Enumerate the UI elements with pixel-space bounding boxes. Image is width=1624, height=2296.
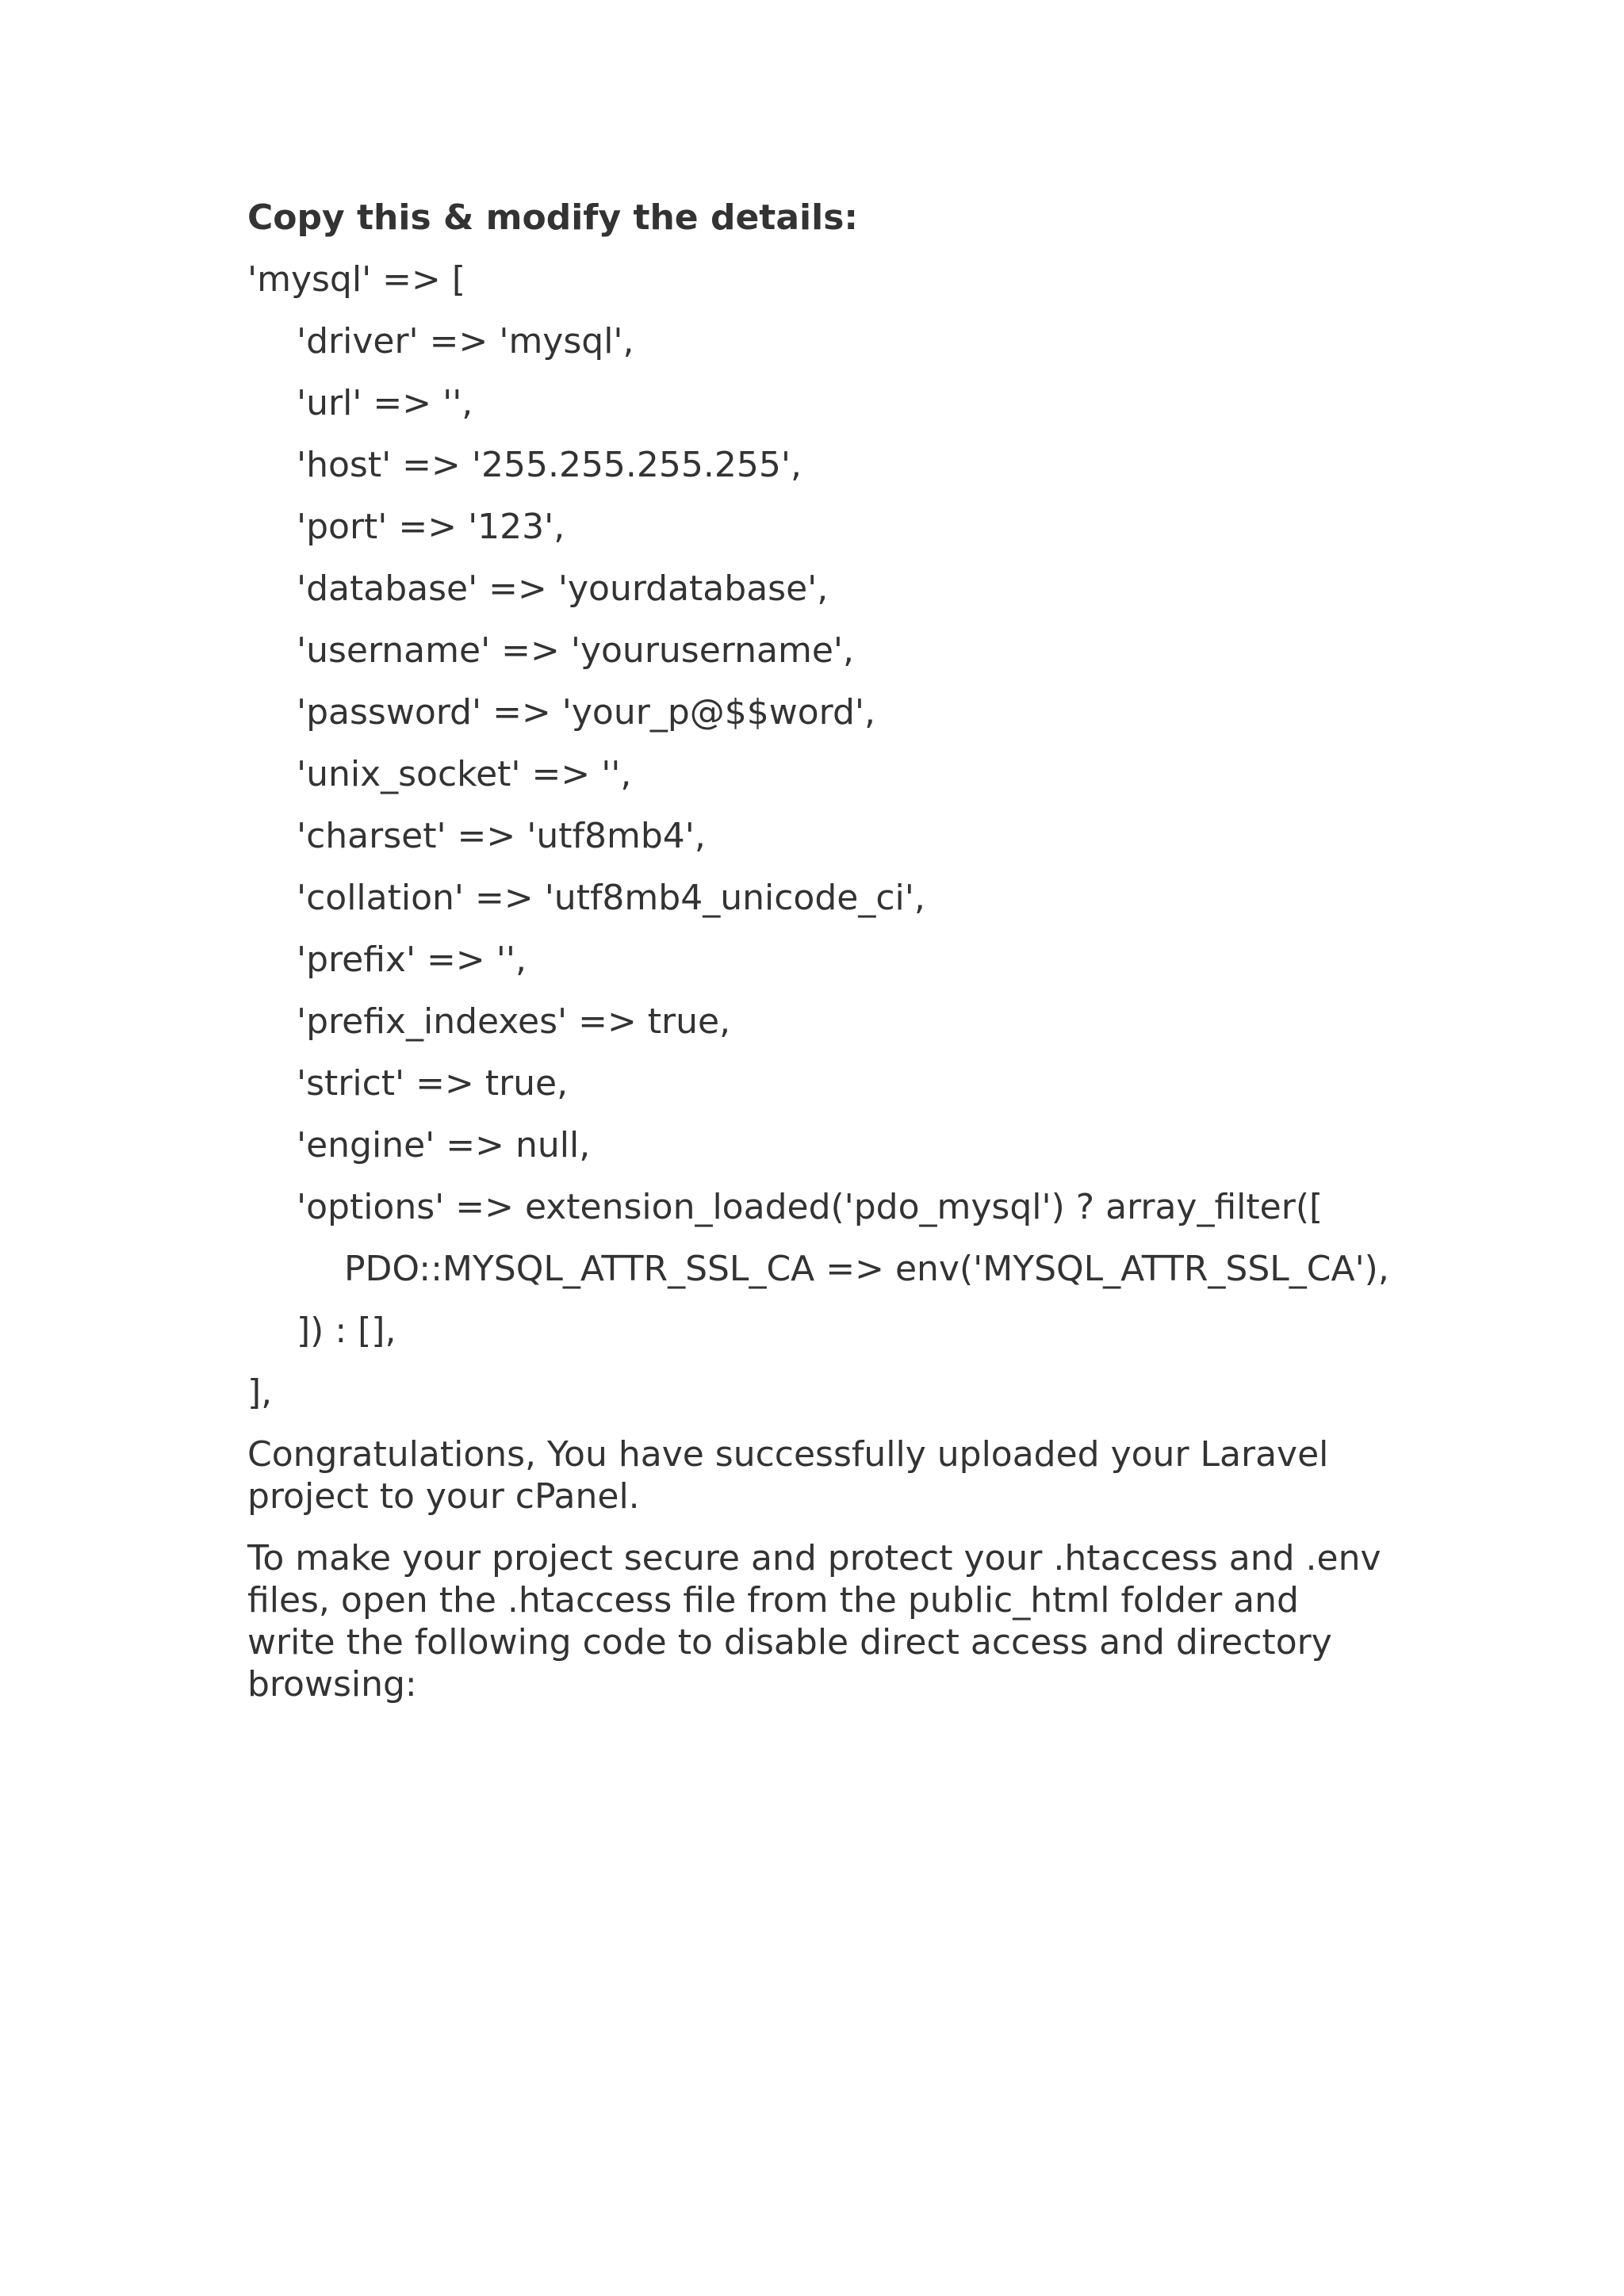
code-line: 'strict' => true, (297, 1063, 569, 1104)
code-line: 'collation' => 'utf8mb4_unicode_ci', (297, 878, 925, 918)
code-line: 'url' => '', (297, 383, 473, 423)
document-content (247, 197, 1389, 1725)
paragraph-congratulations: Congratulations, You have successfully uploaded your Laravel project to your cPanel. (247, 1434, 1329, 1517)
code-line: 'engine' => null, (297, 1125, 591, 1165)
code-line: 'host' => '255.255.255.255', (297, 445, 802, 485)
code-line: 'database' => 'yourdatabase', (297, 568, 829, 609)
code-line: 'options' => extension_loaded('pdo_mysql') ? array_filter([ (297, 1187, 1323, 1227)
code-line: 'prefix_indexes' => true, (297, 1001, 731, 1042)
code-line: 'password' => 'your_p@$$word', (297, 692, 875, 733)
code-line: 'prefix' => '', (297, 939, 527, 980)
code-line: 'charset' => 'utf8mb4', (297, 816, 706, 856)
code-line: 'unix_socket' => '', (297, 754, 632, 794)
code-line: 'mysql' => [ (247, 259, 466, 300)
code-line: 'username' => 'yourusername', (297, 630, 854, 671)
code-line: 'port' => '123', (297, 507, 565, 547)
code-line: ], (247, 1372, 273, 1413)
code-block (247, 258, 1389, 1414)
code-line: ]) : [], (297, 1311, 396, 1351)
paragraph-htaccess-instructions: To make your project secure and protect your .htaccess and .env files, open the .htaccess file from the public_html folder and write the following code to disable direct access and directory browsing: (247, 1538, 1381, 1705)
code-line: 'driver' => 'mysql', (297, 321, 634, 362)
section-heading: Copy this & modify the details: (247, 197, 858, 238)
code-line: PDO::MYSQL_ATTR_SSL_CA => env('MYSQL_ATTR_SSL_CA'), (344, 1249, 1389, 1289)
